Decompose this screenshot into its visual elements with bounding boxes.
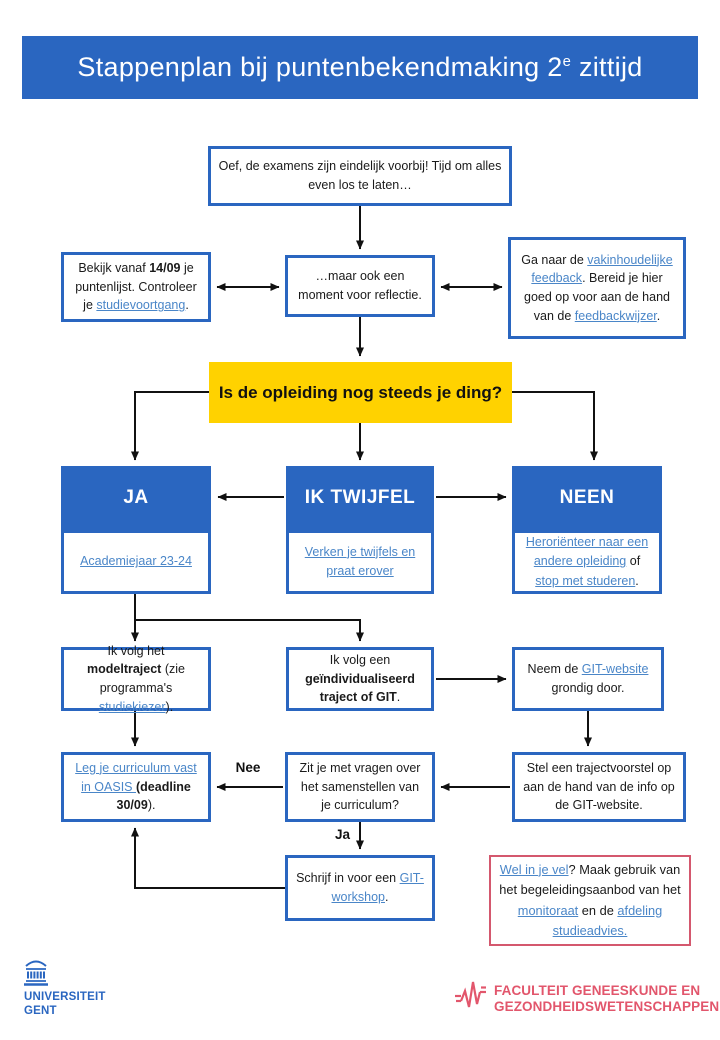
faculty-logo-icon [455,978,491,1012]
link-leg-curriculum-vast[interactable]: Leg je curriculum vast in OASIS [75,760,197,794]
branch-neen-body [512,530,662,594]
link-academiejaar[interactable]: Academiejaar 23-24 [80,554,192,569]
box-curriculum [61,752,211,822]
branch-ja-body [61,530,211,594]
box-gitwebsite [512,647,664,711]
text-segment: . Bereid je hier goed op voor aan de hand van de [524,271,670,323]
box-puntenlijst [61,252,211,322]
page-title: Stappenplan bij puntenbekendmaking 2e zittijd [77,52,643,82]
text-segment: ? Maak gebruik van het begeleidingsaanbod van het [499,861,681,898]
ugent-logo-text [24,990,106,1019]
text-segment: Bekijk vanaf [78,260,150,275]
branch-twijfel-header: IK TWIJFEL [286,466,434,530]
text-segment: (zie programma's [99,662,185,695]
link-afdeling-studieadvies[interactable]: afdeling studieadvies. [552,902,663,938]
text-segment: ). [147,798,156,813]
box-question [209,362,512,423]
text-segment: en de [578,902,618,918]
faculty-logo-text [494,983,719,1015]
vragen-text: Zit je met vragen over het samenstellen van je curriculum? [299,760,421,813]
question-text: Is de opleiding nog steeds je ding? [218,382,503,402]
reflectie-text: …maar ook een moment voor reflectie. [298,269,422,302]
box-modeltraject [61,643,211,714]
box-reflectie [285,255,435,317]
link-git-website[interactable]: GIT-website [581,662,649,677]
trajectvoorstel-text: Stel een trajectvoorstel op aan de hand van de info op de GIT-website. [523,760,675,813]
link-studiekiezer[interactable]: studiekiezer [98,699,166,714]
branch-neen-header: NEEN [512,466,662,530]
link-verken-twijfels[interactable]: Verken je twijfels en praat erover [304,544,416,578]
label-nee: Nee [235,760,261,775]
text-segment-bold: geïndividualiseerd traject of GIT [305,671,415,705]
text-segment: Schrijf in voor een [296,871,400,886]
box-trajectvoorstel [512,752,686,822]
box-vragen [285,752,435,822]
text-segment: Ik volg het [107,643,165,658]
text-segment-bold: ( [136,779,141,794]
faculty-text-line1: FACULTEIT GENEESKUNDE EN [494,983,701,998]
branch-ja [61,466,211,594]
ugent-text-line1: UNIVERSITEIT [24,991,106,1003]
text-segment: . [656,308,661,323]
branch-twijfel-body [286,530,434,594]
text-segment: of [626,554,641,569]
text-segment: . [385,890,389,904]
text-segment: ). [165,699,174,714]
text-segment: grondig door. [551,681,625,695]
link-studievoortgang[interactable]: studievoortgang [96,298,186,313]
link-wel-in-je-vel[interactable]: Wel in je vel [499,861,569,877]
ugent-logo-icon [24,957,48,987]
text-segment: Ga naar de [521,252,588,267]
page-title-banner [22,36,698,99]
intro-text: Oef, de examens zijn eindelijk voorbij! Tijd om alles even los te laten… [218,159,502,192]
text-segment: . [396,690,401,705]
link-herorienteer[interactable]: Heroriënteer naar een andere opleiding [525,534,649,569]
faculty-text-line2: GEZONDHEIDSWETENSCHAPPEN [494,999,720,1015]
text-segment: . [185,298,189,313]
label-ja: Ja [334,827,350,842]
text-segment: je puntenlijst. Controleer je [75,260,197,313]
text-segment-bold: 14/09 [149,260,181,275]
box-git [286,647,434,711]
link-vakinhoudelijke-feedback[interactable]: vakinhoudelijke feedback [531,252,673,286]
branch-neen [512,466,662,594]
box-workshop [285,855,435,921]
ugent-text-line2: GENT [24,1005,57,1018]
box-intro [208,146,512,206]
text-segment-bold: modeltraject [87,662,162,677]
link-stop-met-studeren[interactable]: stop met studeren [535,573,636,588]
box-welzijn [489,855,691,946]
link-feedbackwijzer[interactable]: feedbackwijzer [574,308,657,323]
text-segment: . [635,573,639,588]
text-segment-bold: deadline 30/09 [116,779,191,813]
link-monitoraat[interactable]: monitoraat [517,902,579,918]
branch-ja-header: JA [61,466,211,530]
text-segment: Neem de [527,662,582,677]
link-git-workshop[interactable]: GIT-workshop [331,871,424,904]
branch-twijfel [286,466,434,594]
box-feedback [508,237,686,339]
text-segment: Ik volg een [329,652,391,667]
